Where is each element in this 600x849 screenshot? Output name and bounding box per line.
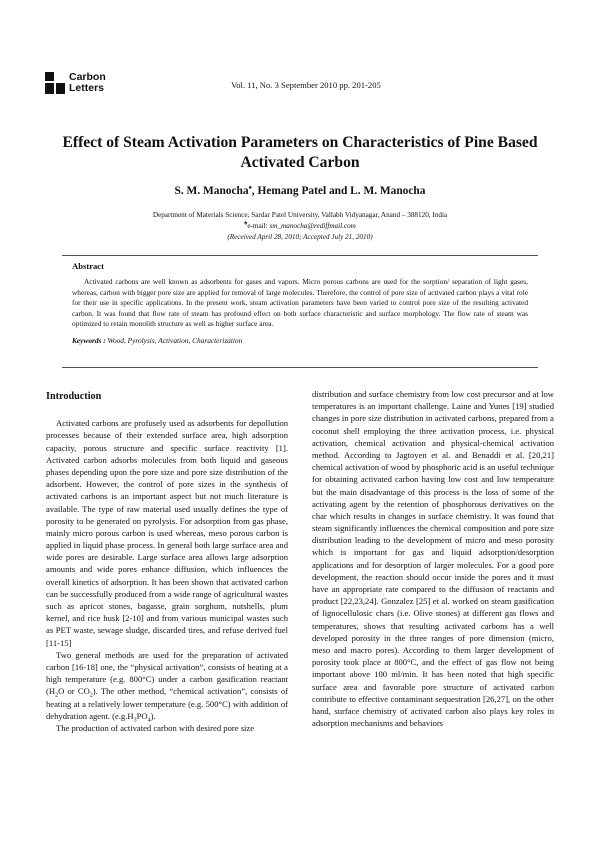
left-column [46,388,288,734]
dates: (Received April 28, 2010; Accepted July 21, 2010) [227,233,373,242]
author-1: S. M. Manocha [174,185,249,197]
section-heading-introduction: Introduction [46,391,102,402]
authors [0,185,600,197]
keywords-label: Keywords : [72,335,106,345]
paragraph: Two general methods are used for the preparation of activated carbon [16-18] one, the “physical activation”, consists of heating at a high temperature (e.g. 800°C) under a carbon gasification reactant ($H_2O$ or $CO_2$). The other method, “chemical activation”, consists of heating at a relatively lower temperature (e.g. 500°C) with addition of dehydration agent. $(e.g.H_3PO_4)$. [46,649,288,724]
keywords [72,336,528,345]
title-line-2: Activated Carbon [240,154,360,171]
paragraph: The production of activated carbon with desired pore size [56,722,255,733]
right-column [312,388,554,729]
email-label: e-mail: [247,222,270,231]
abstract-box [62,255,538,368]
authors-rest: , Hemang Patel and L. M. Manocha [251,185,426,197]
affiliation-block [0,210,600,244]
journal-info: Vol. 11, No. 3 September 2010 pp. 201-205 [231,80,381,90]
keywords-list: Wood, Pyrolysis, Activation, Characterization [105,335,243,345]
logo-line-2: Letters [69,82,105,94]
email-address[interactable]: sm_manocha@rediffmail.com [269,222,356,231]
email-mark: ♠ [244,220,248,227]
abstract-heading: Abstract [72,261,104,271]
email-line [0,221,600,232]
title-line-1: Effect of Steam Activation Parameters on Characteristics of Pine Based [62,134,538,151]
corresponding-mark: ♠ [248,185,252,192]
paper-title [40,133,560,173]
abstract-text: Activated carbons are well known as adsorbents for gases and vapors. Micro porous carbons are used for the sorption/ separation of light gases, whereas, carbon with bigger pore size are applied for removal of large molecules. Therefore, the control of pore size of activated carbon plays a vital role for their use in specific applications. In the present work, steam activation parameters have been varied to control pore size of the resulting activated carbon. It was found that flow rate of steam has profound effect on both surface characteristic and surface morphology. The flow rate of steam was optimized to retain monolith structure as well as higher surface area. [72,277,528,329]
paragraph: Activated carbons are profusely used as adsorbents for depollution processes because of their extended surface area, high adsorption capacity, porous structure and specific surface reactivity [1]. Activated carbon adsorbs molecules from both liquid and gaseous phases depending upon the pore size and pore size distribution of the adsorbent. However, the control of pore sizes in the synthesis of activated carbons is an important aspect but not much literature is available. The type of raw material used usually defines the type of porosity to be generated on pyrolysis. For adsorption from gas phase, mainly micro porous carbon is used whereas, meso porous carbon is applied in liquid phase process. In general both large surface area and wide pores are desirable. Large surface area allows large adsorption amounts and wide pores enhance diffusion, which influences the overall kinetics of adsorption. It has been shown that activated carbon can be successfully produced from a wide range of agricultural wastes such as apricot stones, bagasse, grain sorghum, nutshells, plum kernel, and rice husk [2-10] and from various municipal wastes such as PET waste, sewage sludge, discarded tires, and refuse derived fuel [11-15] [46,418,288,648]
affiliation: Department of Materials Science, Sardar Patel University, Vallabh Vidyanagar, Anand – 388120, India [152,211,448,219]
logo-line-1: Carbon [69,71,106,83]
paragraph: distribution and surface chemistry from low cost precursor and at low temperatures is an important challenge. Laine and Yunes [19] studied changes in pore size distribution in activated carbons, prepared from a coconut shell employing the three activation process, i.e. physical activation, chemical activation and physical-chemical activation method. According to Jagtoyen et al. and Benaddi et al. [20,21] chemical activation of wood by phosphoric acid is an useful technique for obtaining activated carbon having low cost and low temperature but the main disadvantage of this process is the loss of some of the activating agent by the retention of phosphorous derivatives on the char which results in changes in surface chemistry. It was found that steam significantly influences the chemical composition and pore size distribution leading to the development of micro and meso porosity which is important for gas and liquid adsorption/desorption applications and for desorption of larger molecules. For a good pore development, the reaction should occur inside the pores and it must have an appropriate rate compared to the diffusion of reactants and product [22,23,24]. Gonzalez [25] et al. worked on steam gasification of lignocellulosic chars (i.e. Olive stones) at different gas flows and temperatures, shows that resulting activated carbons has a well developed porosity in the three ranges of pore dimension (micro, meso and macro pores). According to them larger development of porosity took place at 800°C, and the effect of gas flow not being important above 100 ml/min. It has been noted that high specific surface area and favorable pore structure of activated carbon contribute to effective contaminant sequestration [26,27], on the other hand, surface chemistry of activated carbon also plays key roles in adsorption mechanisms and behaviors [312,389,554,729]
